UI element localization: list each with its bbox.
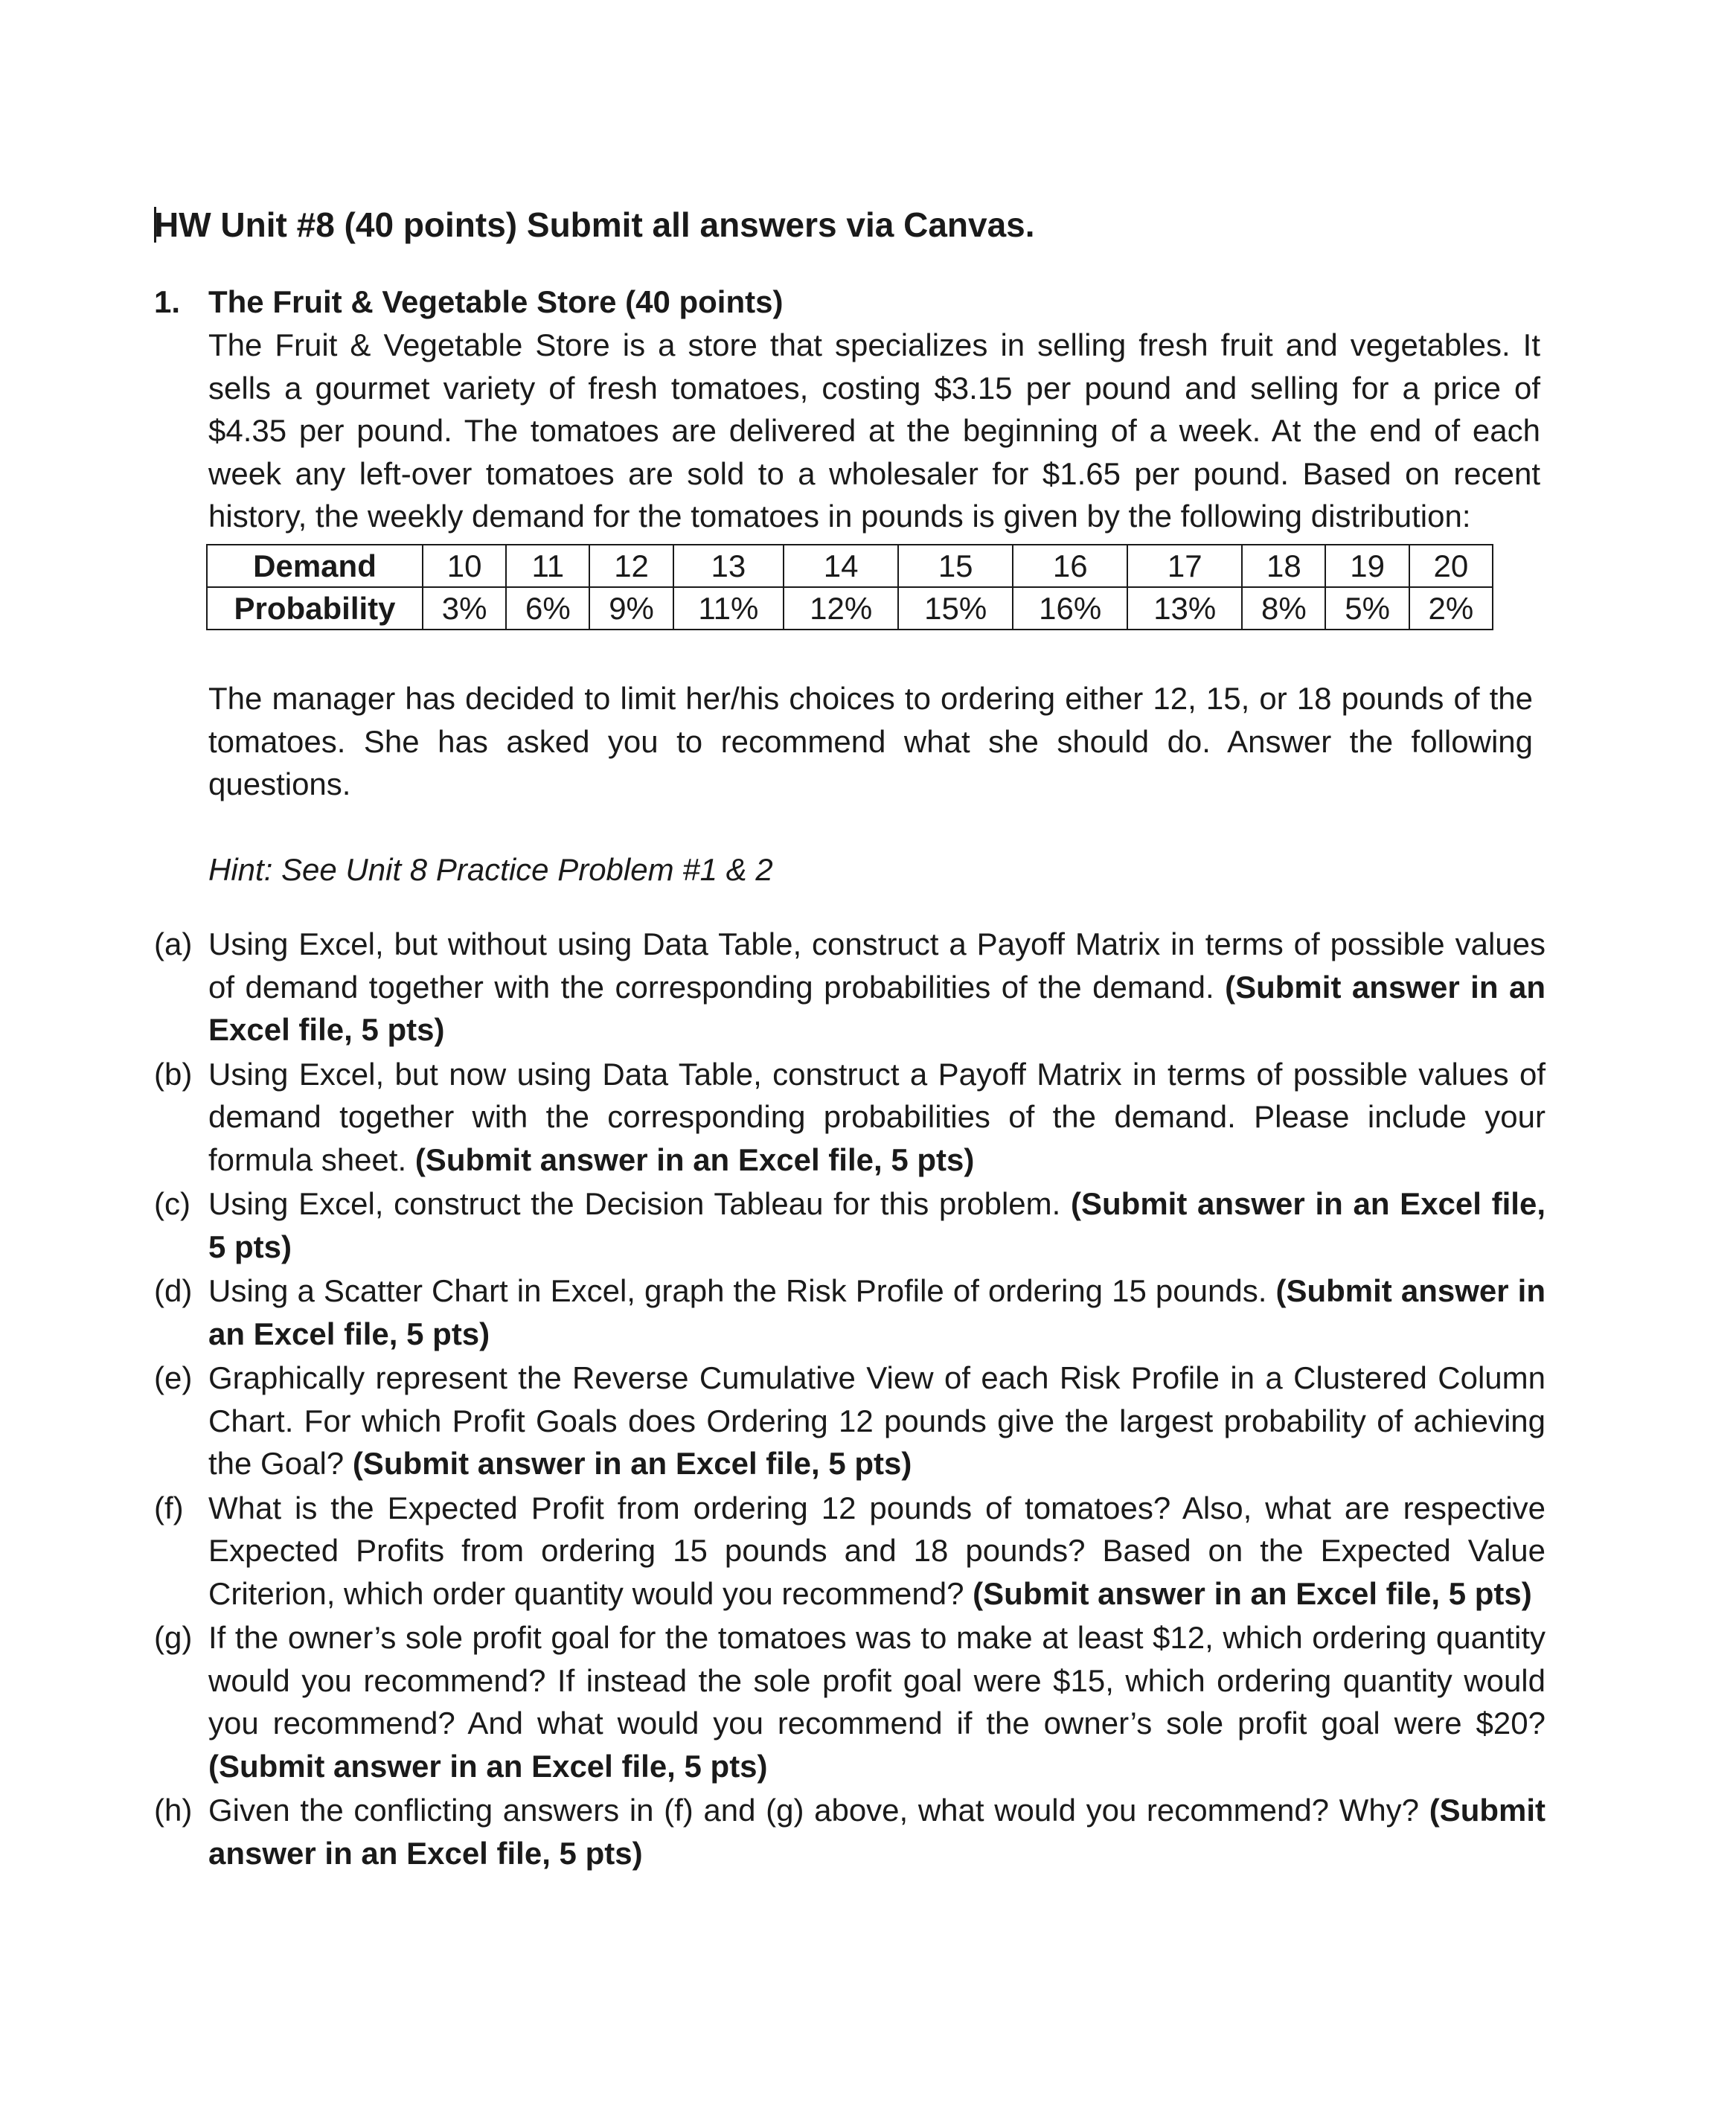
part-text: Given the conflicting answers in (f) and (g) above, what would you recommend? Why? [208, 1793, 1420, 1828]
submit-note: (Submit answer in an Excel file, 5 pts) [208, 1186, 1546, 1264]
homework-title-text: HW Unit #8 (40 points) Submit all answers via Canvas. [154, 205, 1035, 244]
part-text: Using a Scatter Chart in Excel, graph the Risk Profile of ordering 15 pounds. [208, 1273, 1267, 1308]
part-text: Using Excel, construct the Decision Tableau for this problem. [208, 1186, 1061, 1221]
submit-note: (Submit answer in an Excel file, 5 pts) [352, 1446, 912, 1481]
probability-cell: 2% [1409, 587, 1493, 630]
question-heading: The Fruit & Vegetable Store (40 points) [208, 284, 784, 319]
question-parts-list [154, 923, 1546, 1876]
submit-note: (Submit answer in an Excel file, 5 pts) [208, 969, 1546, 1047]
part-label: (d) [154, 1273, 193, 1308]
part-text: Using Excel, but without using Data Table, construct a Payoff Matrix in terms of possible values of demand together with the corresponding probabilities of the demand. [208, 926, 1546, 1005]
demand-cell: 15 [898, 545, 1013, 587]
probability-row-header: Probability [207, 587, 423, 630]
probability-cell: 15% [898, 587, 1013, 630]
probability-cell: 16% [1013, 587, 1127, 630]
part-label: (g) [154, 1620, 193, 1655]
part-c [154, 1182, 1546, 1268]
probability-cell: 11% [673, 587, 784, 630]
part-f [154, 1487, 1546, 1616]
submit-note: (Submit answer in an Excel file, 5 pts) [414, 1141, 975, 1177]
probability-row [207, 587, 1493, 630]
demand-cell: 20 [1409, 545, 1493, 587]
demand-cell: 14 [784, 545, 898, 587]
probability-cell: 12% [784, 587, 898, 630]
part-b [154, 1053, 1546, 1182]
demand-row [207, 545, 1493, 587]
part-text: Graphically represent the Reverse Cumulative View of each Risk Profile in a Clustered Column Chart. For which Profit Goals does Ordering 12 pounds give the largest probability of achieving the Goal? [208, 1360, 1546, 1481]
question-intro: The Fruit & Vegetable Store is a store that specializes in selling fresh fruit and vegetables. It sells a gourmet variety of fresh tomatoes, costing $3.15 per pound and selling for a price of $4.35 per pound. The tomatoes are delivered at the beginning of a week. At the end of each week any left-over tomatoes are sold to a wholesaler for $1.65 per pound. Based on recent history, the weekly demand for the tomatoes in pounds is given by the following distribution: [208, 327, 1540, 534]
probability-cell: 8% [1242, 587, 1325, 630]
hint-text: Hint: See Unit 8 Practice Problem #1 & 2 [208, 852, 773, 887]
part-d [154, 1269, 1546, 1355]
part-text: Using Excel, but now using Data Table, construct a Payoff Matrix in terms of possible values of demand together with the corresponding probabilities of the demand. Please include your formula sheet. [208, 1056, 1546, 1177]
manager-paragraph: The manager has decided to limit her/his choices to ordering either 12, 15, or 18 pounds of the tomatoes. She has asked you to recommend what she should do. Answer the following questions. [208, 681, 1533, 801]
demand-cell: 16 [1013, 545, 1127, 587]
part-e [154, 1357, 1546, 1485]
part-label: (a) [154, 926, 193, 961]
probability-cell: 3% [423, 587, 506, 630]
question-number: 1. [154, 284, 181, 319]
submit-note: (Submit answer in an Excel file, 5 pts) [973, 1575, 1532, 1611]
demand-cell: 10 [423, 545, 506, 587]
part-h [154, 1789, 1546, 1874]
demand-distribution-table [206, 544, 1493, 630]
part-text: If the owner’s sole profit goal for the tomatoes was to make at least $12, which ordering quantity would you recommend? If instead the sole profit goal were $15, which ordering quantity would you recommend? And what would you recommend if the owner’s sole profit goal were $20? [208, 1620, 1546, 1741]
part-label: (b) [154, 1056, 193, 1092]
part-a [154, 923, 1546, 1051]
part-label: (e) [154, 1360, 193, 1395]
demand-cell: 18 [1242, 545, 1325, 587]
probability-cell: 5% [1325, 587, 1409, 630]
submit-note: (Submit answer in an Excel file, 5 pts) [208, 1793, 1546, 1871]
demand-cell: 17 [1127, 545, 1242, 587]
demand-cell: 11 [506, 545, 589, 587]
submit-note: (Submit answer in an Excel file, 5 pts) [208, 1273, 1546, 1351]
homework-title [154, 202, 1035, 247]
demand-row-header: Demand [207, 545, 423, 587]
submit-note: (Submit answer in an Excel file, 5 pts) [208, 1748, 768, 1784]
part-label: (h) [154, 1793, 193, 1828]
probability-cell: 9% [589, 587, 673, 630]
demand-cell: 12 [589, 545, 673, 587]
part-label: (c) [154, 1186, 190, 1221]
part-g [154, 1616, 1546, 1787]
demand-cell: 13 [673, 545, 784, 587]
demand-cell: 19 [1325, 545, 1409, 587]
probability-cell: 13% [1127, 587, 1242, 630]
part-text: What is the Expected Profit from ordering 12 pounds of tomatoes? Also, what are respective Expected Profits from ordering 15 pounds and 18 pounds? Based on the Expected Value Criterion, which order quantity would you recommend? [208, 1490, 1546, 1611]
probability-cell: 6% [506, 587, 589, 630]
part-label: (f) [154, 1490, 184, 1525]
